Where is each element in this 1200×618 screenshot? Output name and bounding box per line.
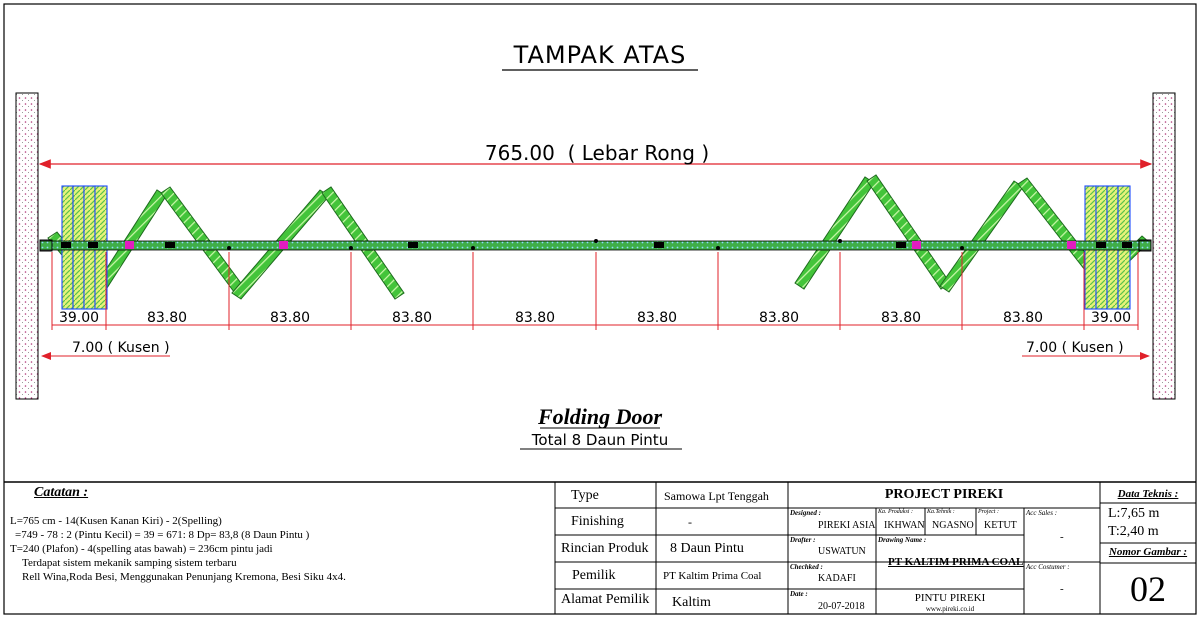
overall-dimension-label: 765.00 ( Lebar Rong ): [484, 141, 710, 165]
door-leaves: [48, 175, 1149, 302]
notes-heading: Catatan :: [34, 485, 89, 500]
finishing-label: Finishing: [571, 514, 624, 529]
brand-name: PINTU PIREKI: [914, 592, 986, 604]
rincian-value: 8 Daun Pintu: [670, 541, 744, 556]
katek-value: NGASNO: [932, 520, 974, 531]
drawing-number: 02: [1130, 569, 1166, 609]
designed-label: Designed :: [790, 509, 821, 517]
finishing-value: -: [688, 515, 692, 529]
drafter-label: Drafter :: [790, 536, 816, 544]
notes-line: Rell Wina,Roda Besi, Menggunakan Penunjang Kremona, Besi Siku 4x4.: [22, 571, 346, 583]
notes-line: T=240 (Plafon) - 4(spelling atas bawah) = 236cm pintu jadi: [10, 543, 273, 555]
acccustomer-value: -: [1060, 583, 1064, 595]
drawing-number-heading: Nomor Gambar :: [1108, 546, 1188, 558]
projectby-label: Project :: [978, 509, 999, 515]
checked-value: KADAFI: [818, 573, 856, 584]
segment-label: 83.80: [269, 310, 311, 326]
segment-label: 83.80: [391, 310, 433, 326]
segment-label: 83.80: [880, 310, 922, 326]
date-value: 20-07-2018: [818, 601, 865, 612]
brand-website: www.pireki.co.id: [925, 605, 975, 613]
drafter-value: USWATUN: [818, 546, 866, 557]
accsales-value: -: [1060, 531, 1064, 543]
segment-label: 83.80: [514, 310, 556, 326]
type-label: Type: [571, 488, 599, 503]
frame-dimension-right: 7.00 ( Kusen ): [1026, 340, 1124, 356]
drawing-title: TAMPAK ATAS: [513, 41, 687, 69]
notes-line: L=765 cm - 14(Kusen Kanan Kiri) - 2(Spelling): [10, 515, 222, 527]
checked-label: Chechked :: [790, 563, 823, 571]
alamat-value: Kaltim: [672, 595, 711, 610]
alamat-label: Alamat Pemilik: [561, 592, 650, 607]
notes-line: =749 - 78 : 2 (Pintu Kecil) = 39 = 671: 8 Dp= 83,8 (8 Daun Pintu ): [15, 529, 310, 541]
tech-height: T:2,40 m: [1108, 524, 1159, 539]
kaprod-value: IKHWAN: [884, 520, 925, 531]
project-title: PROJECT PIREKI: [884, 487, 1004, 502]
tech-heading: Data Teknis :: [1117, 488, 1179, 500]
notes-line: Terdapat sistem mekanik samping sistem terbaru: [22, 557, 237, 569]
segment-label: 39.00: [58, 310, 100, 326]
wall-left: [16, 93, 38, 399]
segment-labels: [59, 310, 1131, 326]
segment-label: 83.80: [636, 310, 678, 326]
segment-label: 83.80: [146, 310, 188, 326]
frame-dimension-left: 7.00 ( Kusen ): [72, 340, 170, 356]
type-value: Samowa Lpt Tenggah: [664, 489, 769, 503]
accsales-label: Acc Sales :: [1026, 509, 1058, 517]
wall-right: [1153, 93, 1175, 399]
rincian-label: Rincian Produk: [561, 541, 649, 556]
segment-label: 39.00: [1090, 310, 1132, 326]
acccustomer-label: Acc Costumer :: [1026, 563, 1070, 571]
drawing-subcaption: Total 8 Daun Pintu: [531, 431, 669, 449]
katek-label: Ka.Tehnik :: [927, 509, 955, 515]
projectby-value: KETUT: [984, 520, 1017, 531]
designed-value: PIREKI ASIA: [818, 520, 876, 531]
segment-label: 83.80: [1002, 310, 1044, 326]
kaprod-label: Ka. Produksi :: [878, 509, 913, 515]
drawingname-label: Drawing Name :: [878, 536, 927, 544]
drawing-caption: Folding Door: [537, 404, 663, 429]
drawingname-value: PT KALTIM PRIMA COAL: [888, 556, 1024, 568]
pemilik-label: Pemilik: [572, 568, 616, 583]
pemilik-value: PT Kaltim Prima Coal: [663, 570, 762, 582]
tech-width: L:7,65 m: [1108, 506, 1160, 521]
segment-label: 83.80: [758, 310, 800, 326]
date-label: Date :: [790, 590, 808, 598]
